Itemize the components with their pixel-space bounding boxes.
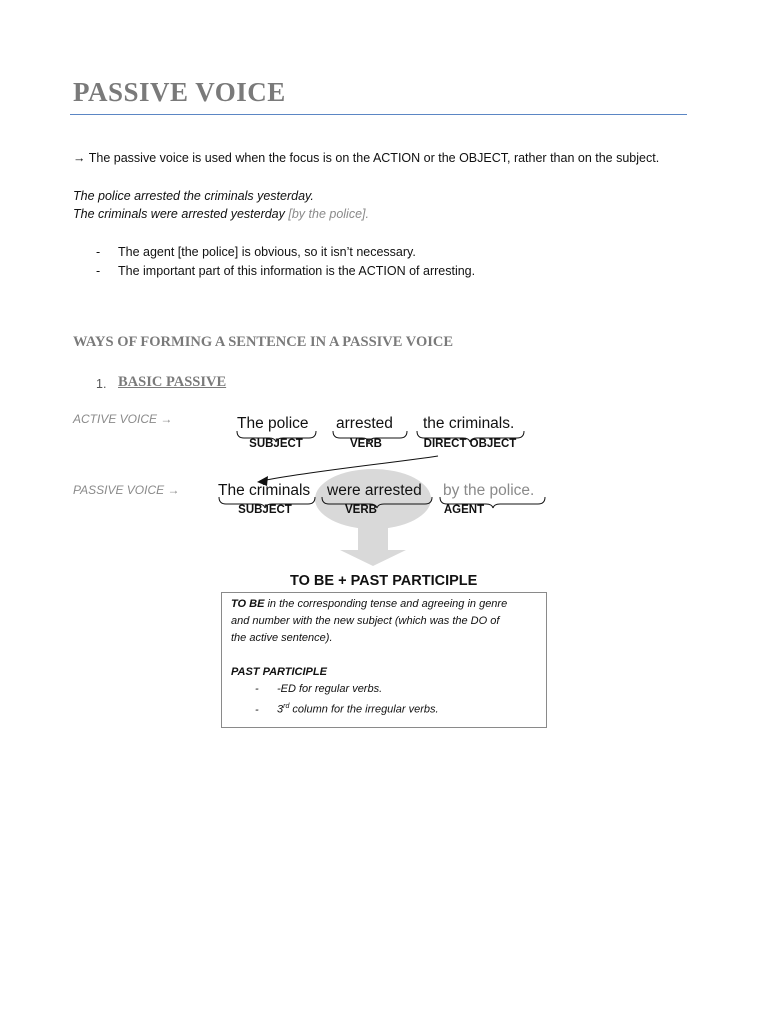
role-label: VERB: [350, 438, 382, 450]
passive-verb: were arrested: [327, 482, 422, 499]
active-voice-label: ACTIVE VOICE →: [73, 412, 173, 426]
bullet-marker: -: [96, 245, 101, 259]
formula-heading: TO BE + PAST PARTICIPLE: [290, 573, 478, 589]
section-heading: WAYS OF FORMING A SENTENCE IN A PASSIVE VOICE: [73, 334, 454, 350]
role-label: SUBJECT: [238, 504, 292, 516]
subsection-number: 1.: [96, 377, 107, 391]
passive-subject: The criminals: [218, 482, 311, 499]
bullet-marker: -: [255, 683, 259, 695]
active-object: the criminals.: [423, 415, 515, 432]
role-label: VERB: [345, 504, 377, 516]
bullet-text: The important part of this information is the ACTION of arresting.: [118, 264, 476, 278]
to-be-line-1: [231, 596, 507, 613]
page-title: PASSIVE VOICE: [73, 77, 286, 107]
pp-item: [255, 681, 382, 698]
pp-item-text: -ED for regular verbs.: [277, 683, 383, 695]
example-passive-text: The criminals were arrested yesterday: [73, 207, 285, 221]
active-verb: arrested: [336, 415, 393, 432]
to-be-text: in the corresponding tense and agreeing in genre: [264, 598, 508, 610]
pp-item: [255, 698, 439, 719]
intro-text: → The passive voice is used when the focus is on the ACTION or the OBJECT, rather than on the subject.: [73, 151, 660, 165]
pp-ordinal-suffix: rd: [283, 703, 290, 710]
bullet-marker: -: [255, 703, 259, 716]
to-be-line-3: the active sentence).: [231, 632, 333, 644]
example-active-sentence: The police arrested the criminals yesterday.: [73, 189, 314, 203]
pp-ordinal: 3: [277, 703, 284, 716]
role-label: SUBJECT: [249, 438, 303, 450]
down-arrow-shape: [340, 525, 406, 566]
role-label: AGENT: [443, 504, 485, 516]
example-agent-text: [by the police].: [288, 207, 369, 221]
pp-item-text: column for the irregular verbs.: [292, 703, 439, 716]
past-participle-label: PAST PARTICIPLE: [231, 666, 327, 678]
bullet-marker: -: [96, 264, 101, 278]
bullet-text: The agent [the police] is obvious, so it isn’t necessary.: [118, 245, 416, 259]
to-be-line-2: and number with the new subject (which was the DO of: [231, 615, 500, 627]
subsection-title: BASIC PASSIVE: [118, 374, 227, 390]
role-label: DIRECT OBJECT: [423, 438, 517, 450]
passive-agent: by the police.: [443, 482, 535, 499]
to-be-label: TO BE: [231, 598, 265, 610]
active-subject: The police: [237, 415, 309, 432]
passive-voice-label: PASSIVE VOICE →: [73, 483, 180, 497]
